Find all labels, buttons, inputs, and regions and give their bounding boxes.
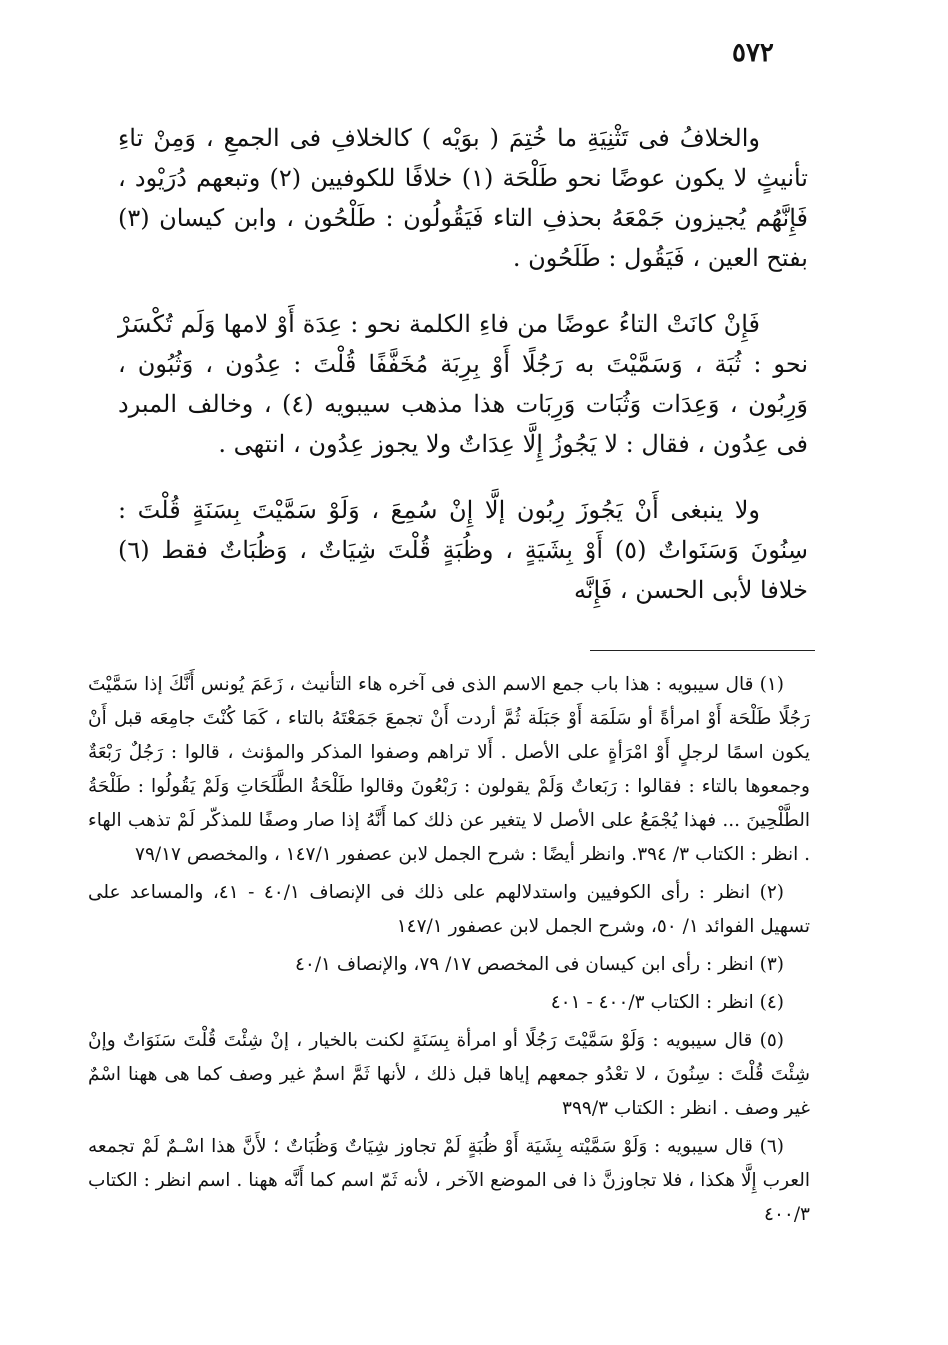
footnote: (٥) قال سيبويه : وَلَوْ سَمَّيْتَ رَجُلًا أو امرأة بِسَنَةٍ لكنت بالخيار ، إنْ شِئْتَ قُلْتَ سَنَوَاتٌ وإنْ شِئْتَ قُلْتَ : سِنُونَ ، لا تعْدُو جمعهم إياها قبل ذلك ، لأنها ثَمَّ اسمٌ غير وصف كما هى ههنا اسْمٌ غير وصف . انظر : الكتاب ٣٩٩/٣ (88, 1030, 810, 1119)
footnote: (٢) انظر : رأى الكوفيين واستدلالهم على ذلك فى الإنصاف ٤٠/١ - ٤١، والمساعد على تسهيل الفوائد ١/ ٥٠، وشرح الجمل لابن عصفور ١٤٧/١ (88, 882, 810, 937)
paragraph: والخلافُ فى تَثْنِيَةِ ما خُتِمَ ( بوَيْه ) كالخلافِ فى الجمعِ ، وَمِنْ تاءِ تأنيثٍ لا يكون عوضًا نحو طَلْحَة (١) خلافًا للكوفيين (٢) وتبعهم دُرَيْود ، فَإِنَّهُم يُجيزون جَمْعَهُ بحذفِ التاء فَيَقُولُون : طَلْحُون ، وابن كيسان (٣) بفتح العين ، فَيَقُول : طَلَحُون . (118, 124, 808, 272)
footnote: (١) قال سيبويه : هذا باب جمع الاسم الذى فى آخره هاء التأنيث ، زَعَمَ يُونس أَنَّكَ إذا سَمَّيْتَ رَجُلًا طَلْحَة أَوْ امرأةً أو سَلَمَة أَوْ جَبَلَة ثُمَّ أردت أَنْ تجمعَ جَمَعْتَهُ بالتاء ، كَمَا كُنْتَ جامِعَه قبل أَنْ يكون اسمًا لرجلٍ أَوْ امْرَأةٍ على الأصل . أَلا تراهم وصفوا المذكر والمؤنث ، قالوا : رَجُلٌ رَبْعَةٌ وجمعوها بالتاء : فقالوا : رَبَعاتٌ وَلَمْ يقولون : رَبْعُونَ وقالوا طَلْحَةُ الطَّلَحَاتِ وَلَمْ يَقُولُوا : طَلْحَةُ الطَّلْحِينَ ... فهذا يُجْمَعُ على الأصل لا يتغير عن ذلك كما أَنَّهُ إذا صار وصفًا للمذكّر لَمْ تذهب الهاء . انظر : الكتاب ٣/ ٣٩٤. وانظر أيضًا : شرح الجمل لابن عصفور ١٤٧/١ ، والمخصص ٧٩/١٧ (88, 674, 810, 865)
footnote-divider (590, 650, 815, 651)
paragraph: فَإِنْ كانَتْ التاءُ عوضًا من فاءِ الكلمة نحو : عِدَة أَوْ لامها وَلَم تُكْسَرْ نحو : ثُبَة ، وَسَمَّيْتَ به رَجُلًا أَوْ بِرِبَة مُخَفَّفًا قُلْتَ : عِدُون ، وَثُبُون ، وَرِبُون ، وَعِدَات وَثُبَات وَرِبَات هذا مذهب سيبويه (٤) ، وخالف المبرد فى عِدُون ، فقال : لا يَجُوزُ إِلَّا عِدَاتٌ ولا يجوز عِدُون ، انتهى . (118, 310, 808, 458)
paragraph: ولا ينبغى أَنْ يَجُوزَ رِبُون إلَّا إِنْ سُمِعَ ، وَلَوْ سَمَّيْتَ بِسَنَةٍ قُلْتَ : سِنُونَ وَسَنَواتٌ (٥) أَوْ بِشَيَةٍ ، وظُبَةٍ قُلْتَ شِيَاتٌ ، وَظُبَاتٌ فقط (٦) خلافا لأبى الحسن ، فَإِنَّه (118, 496, 808, 604)
main-text (118, 118, 808, 636)
footnote: (٤) انظر : الكتاب ٤٠٠/٣ - ٤٠١ (550, 992, 784, 1013)
footnotes (88, 668, 810, 1236)
page-number: ٥٧٢ (732, 38, 774, 68)
footnote: (٦) قال سيبويه : وَلَوْ سَمَّيْته بِشَيَة أَوْ ظُبَةٍ لَمْ تجاوز شِيَاتٌ وَظُبَاتٌ ؛ لأَنَّ هذا اسْـمٌ لَمْ تجمعه العرب إِلَّا هكذا ، فلا تجاوزنَّ ذا فى الموضع الآخر ، لأنه ثَمّ اسم كما أَنَّه ههنا . اسم انظر : الكتاب ٤٠٠/٣ (88, 1136, 810, 1225)
footnote: (٣) انظر : رأى ابن كيسان فى المخصص ١٧/ ٧٩، والإنصاف ٤٠/١ (294, 954, 784, 975)
